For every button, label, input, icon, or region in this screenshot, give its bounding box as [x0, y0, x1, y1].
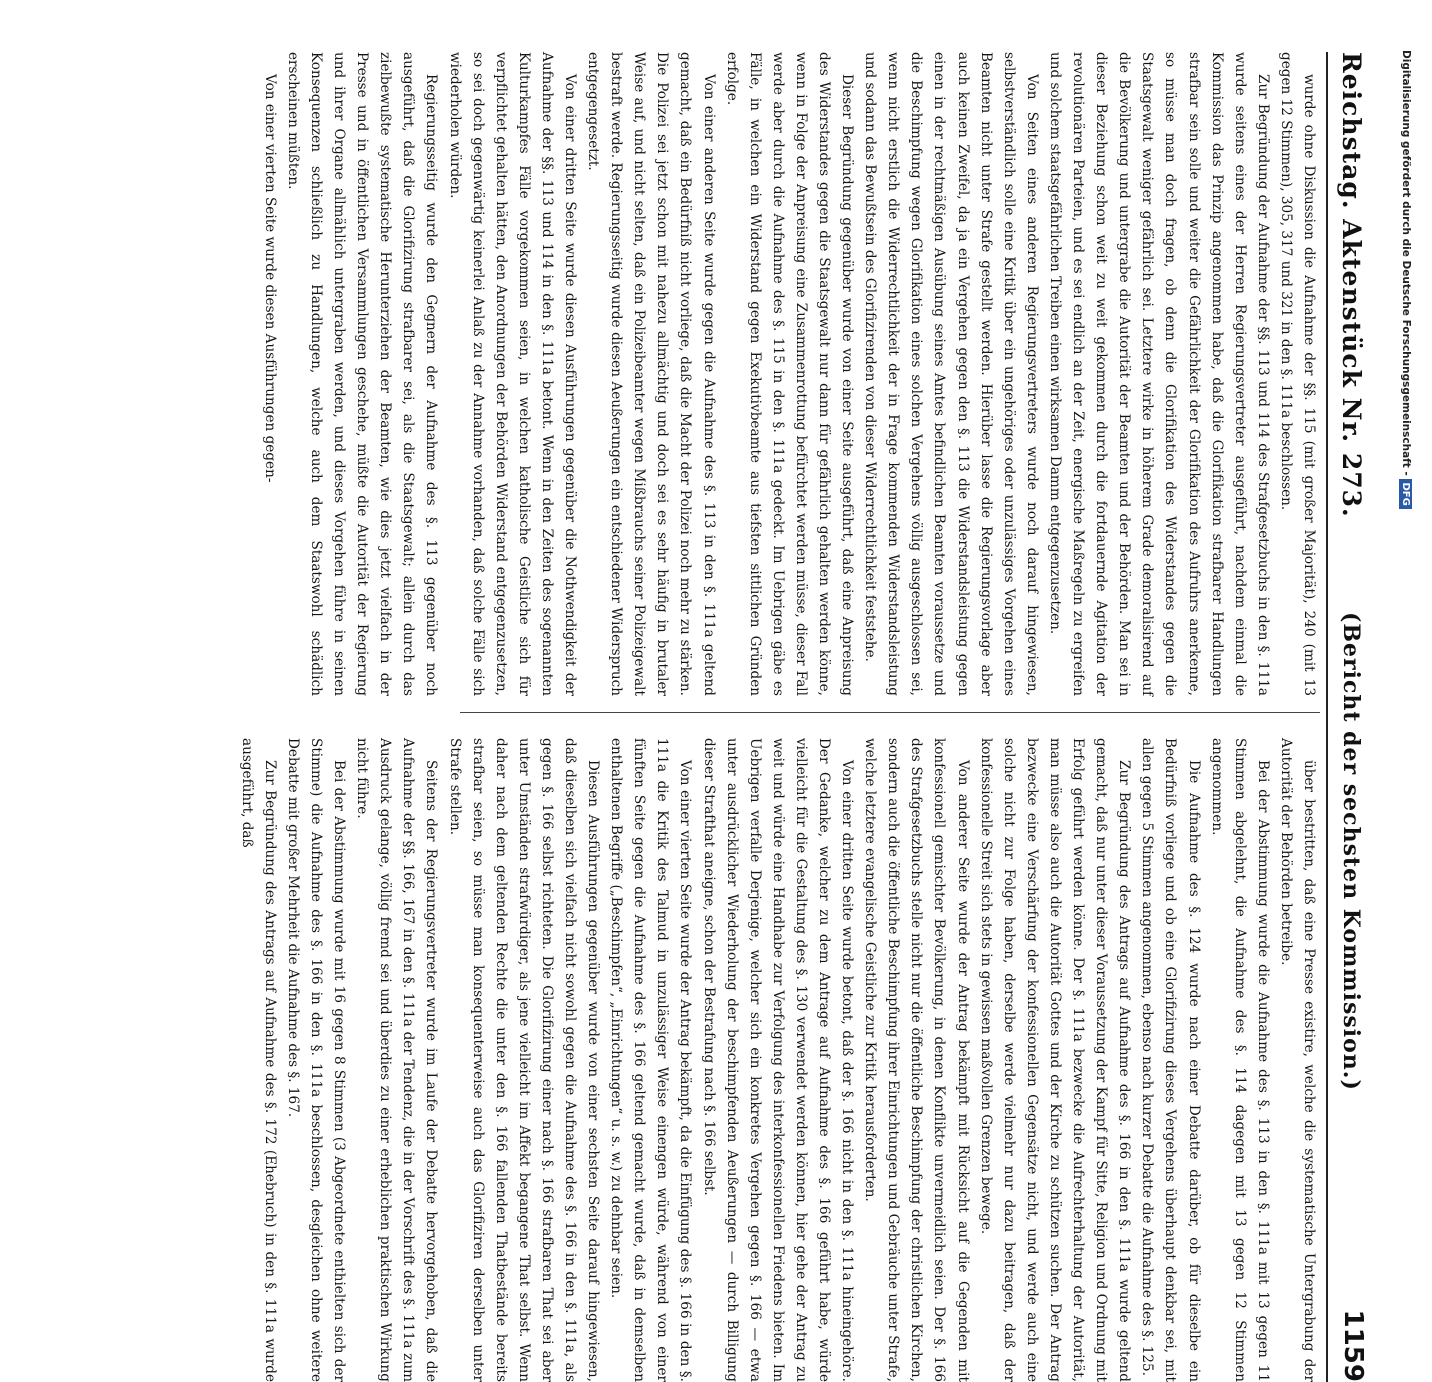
paragraph: Von Seiten eines anderen Regierungsvertreters wurde noch darauf hingewiesen, selbstverständlich solle eine Kritik über ein ungehöriges oder unzulässiges Vorgehen eines Beamten nicht unter Strafe gestellt werden. Hierüber lasse die Regierungsvorlage aber auch keinen Zweifel, da ja ein Vergehen gegen den §. 113 die Widerstandsleistung gegen einen in der rechtmäßigen Ausübung seines Amtes befindlichen Beamten voraussetze und die Beschimpfung wegen Glorifikation eines solchen Vergehens völlig ausgeschlossen sei, wenn nicht erstlich die Widerrechtlichkeit der in Frage kommenden Widerstandsleistung und sodann das Bewußtsein des Glorifizirenden von dieser Widerrechtlichkeit feststehe.: [862, 52, 1040, 696]
section-title: (Bericht der sechsten Kommission.): [1338, 612, 1364, 1091]
paragraph: Die Aufnahme des §. 124 wurde nach einer Debatte darüber, ob für dieselbe ein Bedürfniß vorliege und ob eine Glorifizirung dieses Vergehens überhaupt denkbar sei, mit allen gegen 5 Stimmen angenommen, ebenso nach kurzer Debatte die Aufnahme des §. 125.: [1139, 738, 1202, 1382]
page-number: 1159: [1338, 1309, 1368, 1382]
paragraph: Bei der Abstimmung wurde die Aufnahme des §. 113 in den §. 111a mit 13 gegen 11 Stimmen abgelehnt, die Aufnahme des §. 114 dagegen mit 13 gegen 12 Stimmen angenommen.: [1208, 738, 1271, 1382]
paragraph: über bestritten, daß eine Presse existire, welche die systematische Untergrabung der Autorität der Behörden betreibe.: [1277, 738, 1317, 1382]
paragraph: Von einer vierten Seite wurde der Antrag bekämpft, da die Einfügung des §. 166 in den §. 111a die Kritik des Talmud in unzulässiger Weise einengen würde, während von einer fünften Seite gegen die Aufnahme des §. 166 geltend gemacht wurde, daß in demselben enthaltenen Begriffe („Beschimpfen“, „Einrichtungen“ u. s. w.) zu dehnbar seien.: [608, 738, 694, 1382]
paragraph: Seitens der Regierungsvertreter wurde im Laufe der Debatte hervorgehoben, daß die Aufnahme der §§. 166, 167 in den §. 111a der Tendenz, die in der Vorschrift des §. 111a zum Ausdruck gelange, völlig fremd sei und überdies zu einer erheblichen praktischen Wirkung nicht führe.: [354, 738, 440, 1382]
paragraph: Von einer dritten Seite wurde diesen Ausführungen gegenüber die Nothwendigkeit der Aufnahme der §§. 113 und 114 in den §. 111a betont. Wenn in den Zeiten des sogenannten Kulturkampfes Fälle vorgekommen seien, in welchen katholische Geistliche sich für verpflichtet gehalten hätten, den Anordnungen der Behörden Widerstand entgegenzusetzen, so sei doch gegenwärtig keinerlei Anlaß zu der Annahme vorhanden, daß solche Fälle sich wiederholen würden.: [446, 52, 578, 696]
page-header: [1330, 52, 1370, 1382]
credit-text: Digitalisierung gefördert durch die Deutsche Forschungsgemeinschaft -: [1400, 50, 1412, 476]
paragraph: Zur Begründung des Antrags auf Aufnahme des §. 166 in den §. 111a wurde geltend gemacht, daß nur unter dieser Voraussetzung der Kampf für Sitte, Religion und Ordnung mit Erfolg geführt werden könne. Der §. 111a bezwecke die Aufrechterhaltung der Autorität, man müsse also auch die Autorität Gottes und der Kirche zu schützen suchen. Der Antrag bezwecke eine Verschärfung der konfessionellen Gegensätze nicht, und werde auch eine solche nicht zur Folge haben, derselbe werde vielmehr nur dazu beitragen, daß der konfessionelle Streit sich stets in gewissen maßvollen Grenzen bewege.: [977, 738, 1133, 1382]
column-divider: [460, 712, 1320, 713]
paragraph: Regierungsseitig wurde den Gegnern der Aufnahme des §. 113 gegenüber noch ausgeführt, daß die Glorifizirung strafbarer sei, als die Staatsgewalt; allein durch das zielbewußte systematische Herunterziehen der Beamten, wie dies jetzt vielfach in der Presse und in öffentlichen Versammlungen geschehe, müßte die Autorität der Regierung und ihrer Organe allmählich untergraben werden, und dieses Vorgehen führe in seinen Konsequenzen schließlich zu Handlungen, welche auch dem Staatswohl schädlich erscheinen müßten.: [284, 52, 440, 696]
paragraph: Von einer vierten Seite wurde diesen Ausführungen gegen-: [261, 74, 278, 483]
paragraph: Zur Begründung der Aufnahme der §§. 113 und 114 des Strafgesetzbuchs in den §. 111a wurde seitens eines der Herren Regierungsvertreter ausgeführt, nachdem einmal die Kommission das Prinzip angenommen habe, daß die Glorifikation strafbarer Handlungen strafbar sein solle und weiter die Gefährlichkeit der Glorifikation des Aufruhrs anerkenne, so müsse man doch fragen, ob denn die Glorifikation des Widerstandes gegen die Staatsgewalt weniger gefährlich sei. Letztere wirke in höherem Grade demoralisirend auf die Bevölkerung und untergrabe die Autorität der Beamten und der Behörden. Man sei in dieser Beziehung schon weit zu weit gekommen durch die fortdauernde Agitation der revolutionären Parteien, und es sei endlich an der Zeit, energische Maßregeln zu ergreifen und solchem staatsgefährlichen Treiben einen wirksamen Damm entgegenzusetzen.: [1046, 52, 1271, 696]
digitization-credit: [1399, 50, 1412, 509]
right-column: [238, 738, 1320, 1382]
paragraph: Von einer dritten Seite wurde betont, daß der §. 166 nicht in den §. 111a hineingehöre. Der Gedanke, welcher zu dem Antrage auf Aufnahme des §. 166 geführt habe, würde vielleicht für die Gestaltung des §. 130 verwendet werden können, hier gehe der Antrag zu weit und würde eine Handhabe zur Verfolgung des interkonfessionellen Friedens bieten. Im Uebrigen verfalle Derjenige, welcher sich ein konkretes Vergehen gegen §. 166 — etwa unter ausdrücklicher Wiederholung der beschimpfenden Aeußerungen — durch Billigung dieser Strafthat aneigne, schon der Bestrafung nach §. 166 selbst.: [700, 738, 856, 1382]
paragraph: Diesen Ausführungen gegenüber wurde von einer sechsten Seite darauf hingewiesen, daß dieselben sich vielfach nicht sowohl gegen die Aufnahme des §. 166 in den §. 111a, als gegen §. 166 selbst richteten. Die Glorifizirung einer nach §. 166 strafbaren That sei aber unter Umständen strafwürdiger, als jene vielleicht im Affekt begangene That selbst. Wenn daher nach dem geltenden Rechte die unter den §. 166 fallenden Thatbestände bereits strafbar seien, so müsse man konsequenterweise auch das Glorifiziren derselben unter Strafe stellen.: [446, 738, 602, 1382]
paragraph: Von anderer Seite wurde der Antrag bekämpft mit Rücksicht auf die Gegenden mit konfessionell gemischter Bevölkerung, in denen Konflikte unvermeidlich seien. Der §. 166 des Strafgesetzbuchs stelle nicht nur die öffentliche Beschimpfung der christlichen Kirchen, sondern auch die öffentliche Beschimpfung ihrer Einrichtungen und Gebräuche unter Strafe, welche letztere evangelische Geistliche zur Kritik herausforderten.: [862, 738, 971, 1382]
paragraph: Zur Begründung des Antrags auf Aufnahme des §. 172 (Ehebruch) in den §. 111a wurde ausgeführt, daß: [238, 738, 278, 1382]
header-rule: [1326, 52, 1328, 1382]
paragraph: Bei der Abstimmung wurde mit 16 gegen 8 Stimmen (3 Abgeordnete enthielten sich der Stimme) die Aufnahme des §. 166 in den §. 111a beschlossen, desgleichen ohne weitere Debatte mit großer Mehrheit die Aufnahme des §. 167.: [284, 738, 348, 1382]
paragraph: Von einer anderen Seite wurde gegen die Aufnahme des §. 113 in den §. 111a geltend gemacht, daß ein Bedürfniß nicht vorliege, daß die Macht der Polizei noch mehr zu stärken. Die Polizei sei jetzt schon mit nahezu allmächtig und doch sei es sehr häufig in brutaler Weise auf, und nicht selten, daß ein Polizeibeamter wegen Mißbrauchs seiner Polizeigewalt bestraft werde. Regierungsseitig wurde diesen Aeußerungen ein entschiedener Widerspruch entgegengesetzt.: [585, 52, 717, 696]
paragraph: Dieser Begründung gegenüber wurde von einer Seite ausgeführt, daß eine Anpreisung des Widerstandes gegen die Staatsgewalt nur dann für gefährlich gehalten werden könne, wenn in Folge der Anpreisung eine Zusammenrottung befürchtet werden müsse, dieser Fall werde aber durch die Aufnahme des §. 115 in den §. 111a gedeckt. Im Uebrigen gäbe es Fälle, in welchen ein Widerstand gegen Exekutivbeamte aus tiefsten sittlichen Gründen erfolge.: [723, 52, 856, 696]
paragraph: wurde ohne Diskussion die Aufnahme der §§. 115 (mit großer Majorität), 240 (mit 13 gegen 12 Stimmen), 305, 317 und 321 in den §. 111a beschlossen.: [1277, 52, 1317, 696]
running-title: Reichstag. Aktenstück Nr. 273.: [1337, 52, 1366, 518]
dfg-logo: DFG: [1399, 479, 1412, 508]
left-column: [261, 52, 1320, 696]
